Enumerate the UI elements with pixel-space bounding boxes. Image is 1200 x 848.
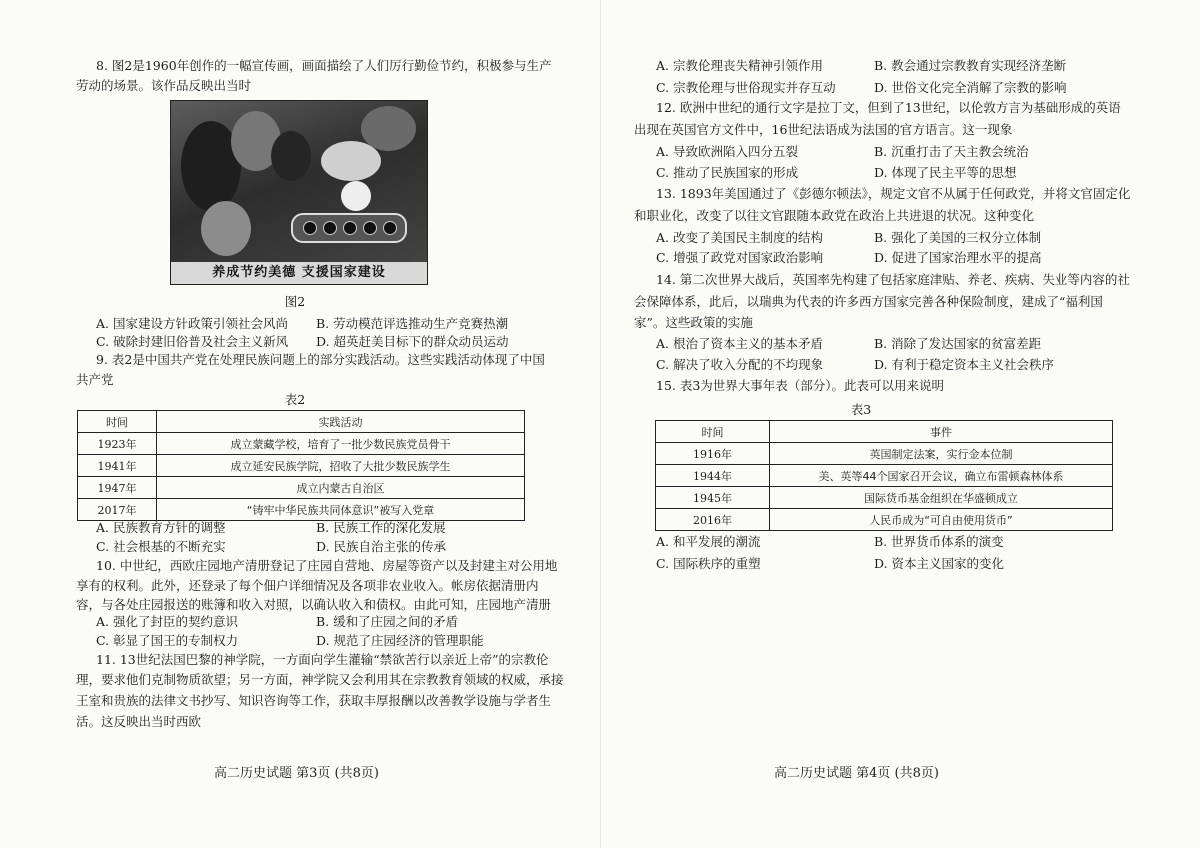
q11-option-d[interactable]: D. 世俗文化完全消解了宗教的影响 — [874, 80, 1067, 95]
q12-option-d[interactable]: D. 体现了民主平等的思想 — [874, 165, 1017, 180]
q9-option-a[interactable]: A. 民族教育方针的调整 — [96, 520, 226, 535]
table-2-title: 表2 — [284, 392, 306, 407]
table-cell-event: 成立延安民族学院，招收了大批少数民族学生 — [157, 455, 525, 477]
q15-option-c[interactable]: C. 国际秩序的重塑 — [656, 556, 761, 571]
table-3-title: 表3 — [850, 402, 872, 417]
q12-stem-line2: 出现在英国官方文件中，16世纪法语成为法国的官方语言。这一现象 — [634, 122, 1013, 137]
q12-option-c[interactable]: C. 推动了民族国家的形成 — [656, 165, 799, 180]
table-cell-year: 1916年 — [656, 443, 770, 465]
q8-option-d[interactable]: D. 超英赶美目标下的群众动员运动 — [316, 334, 509, 349]
q10-option-d[interactable]: D. 规范了庄园经济的管理职能 — [316, 633, 484, 648]
q8-option-b[interactable]: B. 劳动模范评选推动生产竞赛热潮 — [316, 316, 509, 331]
q11-stem-line3: 王室和贵族的法律文书抄写、知识咨询等工作，获取丰厚报酬以改善教学设施与学者生 — [76, 693, 552, 708]
propaganda-poster-image — [170, 100, 428, 285]
table-cell-year: 1941年 — [78, 455, 157, 477]
q12-stem-line1: 12. 欧洲中世纪的通行文字是拉丁文，但到了13世纪，以伦敦方言为基础形成的英语 — [656, 100, 1121, 115]
table-row — [656, 443, 1113, 465]
table-header-activity: 实践活动 — [157, 411, 525, 433]
table-2 — [77, 410, 525, 521]
page-footer-4: 高二历史试题 第4页 (共8页) — [774, 766, 939, 781]
table-cell-event: 人民币成为“可自由使用货币” — [770, 509, 1113, 531]
q8-stem-line2: 劳动的场景。该作品反映出当时 — [76, 78, 252, 93]
table-row — [78, 455, 525, 477]
q13-option-c[interactable]: C. 增强了政党对国家政治影响 — [656, 250, 824, 265]
q15-option-a[interactable]: A. 和平发展的潮流 — [656, 534, 761, 549]
q13-stem-line2: 和职业化，改变了以往文官跟随本政党在政治上共进退的状况。这种变化 — [634, 208, 1035, 223]
poster-dot-bar — [291, 213, 407, 243]
table-row — [656, 465, 1113, 487]
table-header-event: 事件 — [770, 421, 1113, 443]
table-header-time: 时间 — [78, 411, 157, 433]
q10-option-a[interactable]: A. 强化了封臣的契约意识 — [96, 614, 238, 629]
q9-stem-line2: 共产党 — [76, 372, 114, 387]
q14-option-b[interactable]: B. 消除了发达国家的贫富差距 — [874, 336, 1042, 351]
table-row — [656, 487, 1113, 509]
q14-stem-line2: 会保障体系，此后，以瑞典为代表的许多西方国家完善各种保险制度，建成了“福利国 — [634, 294, 1103, 309]
q15-option-b[interactable]: B. 世界货币体系的演变 — [874, 534, 1004, 549]
q8-option-c[interactable]: C. 破除封建旧俗普及社会主义新风 — [96, 334, 289, 349]
q14-option-d[interactable]: D. 有利于稳定资本主义社会秩序 — [874, 357, 1055, 372]
q9-option-c[interactable]: C. 社会根基的不断充实 — [96, 539, 226, 554]
q10-option-c[interactable]: C. 彰显了国王的专制权力 — [96, 633, 239, 648]
table-cell-year: 1947年 — [78, 477, 157, 499]
q13-option-d[interactable]: D. 促进了国家治理水平的提高 — [874, 250, 1042, 265]
table-cell-event: 国际货币基金组织在华盛顿成立 — [770, 487, 1113, 509]
table-cell-event: 成立蒙藏学校，培育了一批少数民族党员骨干 — [157, 433, 525, 455]
table-cell-event: 英国制定法案，实行金本位制 — [770, 443, 1113, 465]
q13-option-a[interactable]: A. 改变了美国民主制度的结构 — [656, 230, 823, 245]
q11-option-b[interactable]: B. 教会通过宗教教育实现经济垄断 — [874, 58, 1067, 73]
table-row — [78, 433, 525, 455]
figure-2-label: 图2 — [284, 294, 306, 309]
q11-stem-line1: 11. 13世纪法国巴黎的神学院，一方面向学生灌输“禁欲苦行以亲近上帝”的宗教伦 — [96, 652, 549, 667]
q14-option-c[interactable]: C. 解决了收入分配的不均现象 — [656, 357, 824, 372]
table-cell-year: 2016年 — [656, 509, 770, 531]
q15-stem-line1: 15. 表3为世界大事年表（部分）。此表可以用来说明 — [656, 378, 945, 393]
q10-option-b[interactable]: B. 缓和了庄园之间的矛盾 — [316, 614, 459, 629]
q11-option-a[interactable]: A. 宗教伦理丧失精神引领作用 — [656, 58, 823, 73]
table-cell-event: 美、英等44个国家召开会议，确立布雷顿森林体系 — [770, 465, 1113, 487]
q14-stem-line1: 14. 第二次世界大战后，英国率先构建了包括家庭津贴、养老、疾病、失业等内容的社 — [656, 272, 1130, 287]
q12-option-a[interactable]: A. 导致欧洲陷入四分五裂 — [656, 144, 798, 159]
table-3 — [655, 420, 1113, 531]
q9-stem-line1: 9. 表2是中国共产党在处理民族问题上的部分实践活动。这些实践活动体现了中国 — [96, 352, 545, 367]
table-cell-year: 1944年 — [656, 465, 770, 487]
table-row — [656, 509, 1113, 531]
poster-slogan: 养成节约美德 支援国家建设 — [171, 262, 427, 284]
table-cell-event: “铸牢中华民族共同体意识”被写入党章 — [157, 499, 525, 521]
q14-stem-line3: 家”。这些政策的实施 — [634, 315, 753, 330]
table-row — [78, 477, 525, 499]
q8-option-a[interactable]: A. 国家建设方针政策引领社会风尚 — [96, 316, 288, 331]
page-footer-3: 高二历史试题 第3页 (共8页) — [214, 766, 379, 781]
q11-stem-line2: 理，要求他们克制物质欲望；另一方面，神学院又会利用其在宗教教育领域的权威，承接 — [76, 672, 564, 687]
q10-stem-line3: 容，与各处庄园报送的账簿和收入对照，以确认收入和债权。由此可知，庄园地产清册 — [76, 597, 552, 612]
table-row — [78, 499, 525, 521]
q11-stem-line4: 活。这反映出当时西欧 — [76, 714, 202, 729]
q13-option-b[interactable]: B. 强化了美国的三权分立体制 — [874, 230, 1042, 245]
table-cell-event: 成立内蒙古自治区 — [157, 477, 525, 499]
q15-option-d[interactable]: D. 资本主义国家的变化 — [874, 556, 1005, 571]
q12-option-b[interactable]: B. 沉重打击了天主教会统治 — [874, 144, 1029, 159]
right-page — [600, 0, 1200, 848]
table-cell-year: 1923年 — [78, 433, 157, 455]
q11-option-c[interactable]: C. 宗教伦理与世俗现实并存互动 — [656, 80, 836, 95]
q10-stem-line1: 10. 中世纪，西欧庄园地产清册登记了庄园自营地、房屋等资产以及封建主对公用地 — [96, 558, 558, 573]
table-cell-year: 1945年 — [656, 487, 770, 509]
q9-option-b[interactable]: B. 民族工作的深化发展 — [316, 520, 446, 535]
q9-option-d[interactable]: D. 民族自治主张的传承 — [316, 539, 447, 554]
table-header-time: 时间 — [656, 421, 770, 443]
q13-stem-line1: 13. 1893年美国通过了《彭德尔顿法》，规定文官不从属于任何政党，并将文官固定化 — [656, 186, 1131, 201]
q14-option-a[interactable]: A. 根治了资本主义的基本矛盾 — [656, 336, 823, 351]
table-cell-year: 2017年 — [78, 499, 157, 521]
q10-stem-line2: 享有的权利。此外，还登录了每个佃户详细情况及各项非农业收入。帐房依据清册内 — [76, 578, 539, 593]
q8-stem-line1: 8. 图2是1960年创作的一幅宣传画，画面描绘了人们厉行勤俭节约，积极参与生产 — [96, 58, 552, 73]
